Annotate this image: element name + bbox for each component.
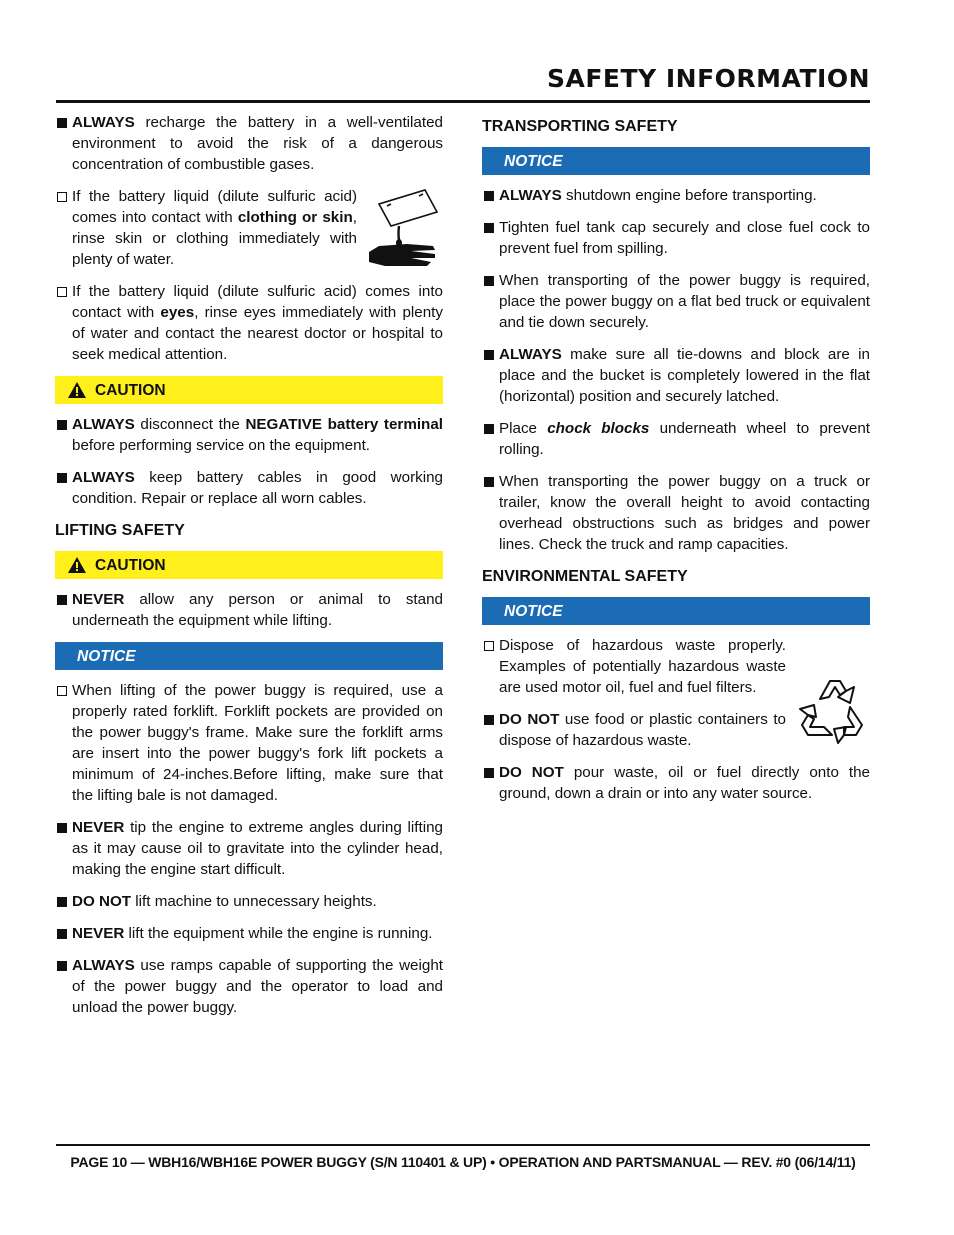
bullet-square [484, 477, 494, 487]
list-item: NEVER allow any person or animal to stand underneath the equipment while lifting. [55, 589, 443, 631]
list-item: NEVER lift the equipment while the engine is running. [55, 923, 443, 944]
caution-banner: CAUTION [55, 551, 443, 579]
bullet-square [484, 350, 494, 360]
bullet-square [484, 276, 494, 286]
footer-rule [56, 1144, 870, 1146]
list-item: Tighten fuel tank cap securely and close fuel cock to prevent fuel from spilling. [482, 217, 870, 259]
bullet-square [57, 897, 67, 907]
list-item: ALWAYS disconnect the NEGATIVE battery terminal before performing service on the equipment. [55, 414, 443, 456]
list-item: ALWAYS use ramps capable of supporting the weight of the power buggy and the operator to load and unload the power buggy. [55, 955, 443, 1018]
acid-skin-block [55, 186, 443, 281]
bullet-square [57, 686, 67, 696]
notice-banner: NOTICE [482, 147, 870, 175]
list-item: When transporting of the power buggy is required, place the power buggy on a flat bed truck or equivalent and tie down securely. [482, 270, 870, 333]
bullet-square [57, 192, 67, 202]
bullet-square [484, 223, 494, 233]
bullet-square [484, 715, 494, 725]
bullet-square [57, 929, 67, 939]
warning-triangle-icon [67, 381, 87, 399]
list-item: Dispose of hazardous waste properly. Examples of potentially hazardous waste are used motor oil, fuel and fuel filters. [482, 635, 786, 698]
list-item: When lifting of the power buggy is required, use a properly rated forklift. Forklift pockets are provided on the power buggy's frame. Make sure the forklift arms are insert into the power buggy's fork lift pockets a minimum of 24-inches.Before lifting, make sure that the lifting bale is not damaged. [55, 680, 443, 806]
list-item: When transporting the power buggy on a truck or trailer, know the overall height to avoid contacting overhead obstructions such as bridges and power lines. Check the truck and ramp capacities. [482, 471, 870, 555]
notice-banner: NOTICE [55, 642, 443, 670]
caution-banner: CAUTION [55, 376, 443, 404]
right-column [482, 112, 870, 815]
bullet-square [484, 424, 494, 434]
notice-banner: NOTICE [482, 597, 870, 625]
bullet-square [57, 961, 67, 971]
list-item: ALWAYS shutdown engine before transporting. [482, 185, 870, 206]
list-item: ALWAYS keep battery cables in good working condition. Repair or replace all worn cables. [55, 467, 443, 509]
header-rule [56, 100, 870, 103]
list-item: ALWAYS recharge the battery in a well-ventilated environment to avoid the risk of a dangerous concentration of combustible gases. [55, 112, 443, 175]
battery-acid-hand-icon [365, 186, 443, 268]
list-item: DO NOT lift machine to unnecessary heights. [55, 891, 443, 912]
recycle-icon [794, 673, 870, 745]
bullet-square [57, 823, 67, 833]
section-heading: LIFTING SAFETY [55, 522, 185, 539]
section-heading: ENVIRONMENTAL SAFETY [482, 568, 688, 585]
section-heading: TRANSPORTING SAFETY [482, 118, 678, 135]
bullet-square [57, 420, 67, 430]
bullet-square [484, 191, 494, 201]
environment-block [482, 635, 870, 762]
page-footer: PAGE 10 — WBH16/WBH16E POWER BUGGY (S/N 110401 & UP) • OPERATION AND PARTSMANUAL — REV. #0 (06/14/11) [70, 1154, 856, 1170]
list-item: DO NOT use food or plastic containers to dispose of hazardous waste. [482, 709, 786, 751]
bullet-square [57, 595, 67, 605]
list-item: ALWAYS make sure all tie-downs and block are in place and the bucket is completely lowered in the flat (horizontal) position and securely latched. [482, 344, 870, 407]
list-item: If the battery liquid (dilute sulfuric acid) comes into contact with eyes, rinse eyes immediately with plenty of water and contact the nearest doctor or hospital to seek medical attention. [55, 281, 443, 365]
bullet-square [57, 473, 67, 483]
bullet-square [57, 287, 67, 297]
list-item: NEVER tip the engine to extreme angles during lifting as it may cause oil to gravitate into the cylinder head, making the engine start difficult. [55, 817, 443, 880]
list-item: Place chock blocks underneath wheel to prevent rolling. [482, 418, 870, 460]
page-title: SAFETY INFORMATION [547, 64, 870, 93]
list-item: If the battery liquid (dilute sulfuric acid) comes into contact with clothing or skin, rinse skin or clothing immediately with plenty of water. [55, 186, 357, 270]
bullet-square [57, 118, 67, 128]
bullet-square [484, 641, 494, 651]
left-column [55, 112, 443, 1029]
warning-triangle-icon [67, 556, 87, 574]
list-item: DO NOT pour waste, oil or fuel directly onto the ground, down a drain or into any water source. [482, 762, 870, 804]
bullet-square [484, 768, 494, 778]
